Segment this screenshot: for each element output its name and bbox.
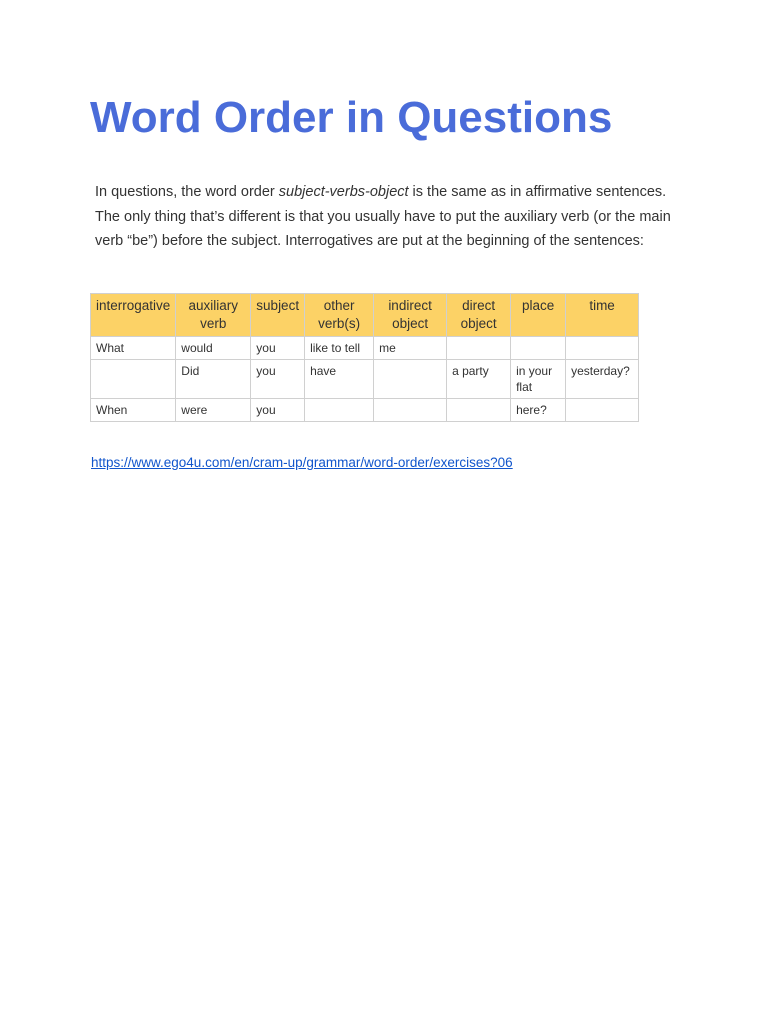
table-cell: you [251,337,305,360]
paragraph-emphasis: subject-verbs-object [278,184,409,200]
header-time: time [566,294,639,337]
page-title: Word Order in Questions [90,93,613,142]
table-header-row [91,294,639,337]
table-cell: in your flat [511,360,566,399]
word-order-table [90,293,639,422]
table-cell [566,399,639,422]
table-cell [511,337,566,360]
header-auxiliary-verb: auxiliary verb [176,294,251,337]
table-cell [447,337,511,360]
table-cell [447,399,511,422]
table-cell [91,360,176,399]
table-cell: Did [176,360,251,399]
exercises-link[interactable]: https://www.ego4u.com/en/cram-up/grammar/word-order/exercises?06 [91,455,513,470]
table-cell: like to tell [305,337,374,360]
table-cell [305,399,374,422]
header-place: place [511,294,566,337]
table-cell [566,337,639,360]
table-cell: you [251,360,305,399]
table-cell [374,399,447,422]
table-cell: were [176,399,251,422]
table-cell [374,360,447,399]
header-indirect-object: indirect object [374,294,447,337]
paragraph-text-end: is the same as in affirmative sentences. The only thing that’s different is that you usually have to put the auxiliary verb (or the main verb “be”) before the subject. Interrogatives are put at the beginning of the sentences: [95,184,671,249]
table-row [91,360,639,399]
header-subject: subject [251,294,305,337]
table-cell: When [91,399,176,422]
table-row [91,337,639,360]
table-row [91,399,639,422]
table-cell: would [176,337,251,360]
table-cell: yesterday? [566,360,639,399]
table-cell: me [374,337,447,360]
header-direct-object: direct object [447,294,511,337]
table-cell: here? [511,399,566,422]
table-cell: What [91,337,176,360]
table-cell: a party [447,360,511,399]
table-cell: have [305,360,374,399]
header-other-verbs: other verb(s) [305,294,374,337]
header-interrogative: interrogative [91,294,176,337]
paragraph-text-start: In questions, the word order [95,184,279,200]
table-cell: you [251,399,305,422]
intro-paragraph [95,180,675,254]
